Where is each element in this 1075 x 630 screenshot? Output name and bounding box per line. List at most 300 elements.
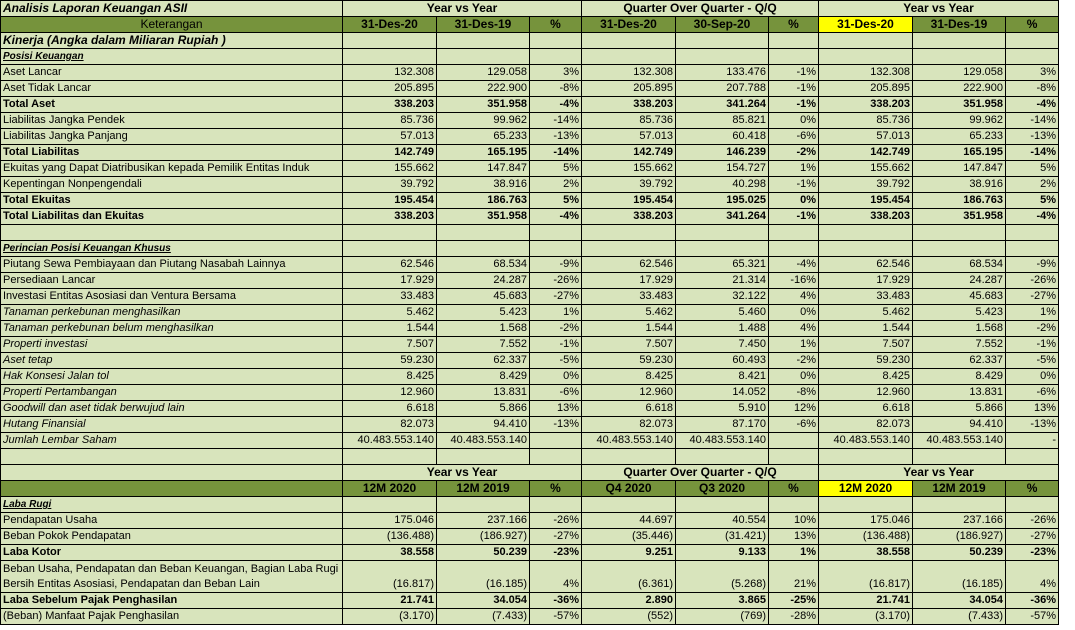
row-value: 186.763 [913,193,1006,209]
row-value: (5.268) [676,561,769,593]
row-value: 338.203 [819,97,913,113]
row-value: 165.195 [913,145,1006,161]
row-value: (31.421) [676,529,769,545]
row-label: Aset tetap [1,353,343,369]
row-value: 6.618 [582,401,676,417]
row-value: 62.337 [913,353,1006,369]
table-row [1,529,1059,545]
row-label: Liabilitas Jangka Pendek [1,113,343,129]
row-value: 9.133 [676,545,769,561]
row-value: 13% [530,401,582,417]
row-value: 155.662 [343,161,437,177]
col-header: 12M 2020 [343,481,437,497]
row-value: 40.483.553.140 [676,433,769,449]
row-value: 68.534 [913,257,1006,273]
row-value: -4% [1006,209,1059,225]
section-posisi-keuangan-row [1,49,1059,65]
row-value: 0% [769,305,819,321]
row-value: 195.454 [819,193,913,209]
row-value: 2% [530,177,582,193]
row-value: 45.683 [437,289,530,305]
row-value: 205.895 [819,81,913,97]
row-label: Piutang Sewa Pembiayaan dan Piutang Nasabah Lainnya [1,257,343,273]
row-value: 21.741 [819,593,913,609]
table-row [1,321,1059,337]
col-header-highlighted: 31-Des-20 [819,17,913,33]
row-value: 57.013 [819,129,913,145]
column-label-keterangan: Keterangan [1,17,343,33]
row-value: 94.410 [437,417,530,433]
row-value: -26% [530,513,582,529]
row-value: 207.788 [676,81,769,97]
row-value: 40.483.553.140 [819,433,913,449]
row-value: 40.483.553.140 [913,433,1006,449]
row-value: 24.287 [437,273,530,289]
row-label-line: Bersih Entitas Asosiasi, Pendapatan dan Beban Lain [3,577,260,590]
section-laba-rugi-row [1,497,1059,513]
row-value: 85.821 [676,113,769,129]
row-value: 338.203 [819,209,913,225]
table-row [1,401,1059,417]
row-value: -23% [1006,545,1059,561]
row-value: 38.558 [819,545,913,561]
row-value: 99.962 [437,113,530,129]
row-value: 5.866 [437,401,530,417]
row-value: 7.507 [582,337,676,353]
row-value: 62.546 [819,257,913,273]
row-label: Aset Tidak Lancar [1,81,343,97]
row-value: -13% [1006,417,1059,433]
row-value: 68.534 [437,257,530,273]
band-row-2 [1,465,1059,481]
row-value: 8.429 [437,369,530,385]
row-value: -1% [769,65,819,81]
row-label: Laba Kotor [1,545,343,561]
row-value: 24.287 [913,273,1006,289]
table-row [1,417,1059,433]
table-row [1,593,1059,609]
row-value: 17.929 [819,273,913,289]
row-value: 155.662 [582,161,676,177]
row-value: 13% [769,529,819,545]
row-label-line: Beban Usaha, Pendapatan dan Beban Keuangan, Bagian Laba Rugi [3,562,339,575]
row-value: 87.170 [676,417,769,433]
table-row [1,145,1059,161]
row-label: Laba Sebelum Pajak Penghasilan [1,593,343,609]
row-value: 351.958 [913,209,1006,225]
row-value: 132.308 [582,65,676,81]
row-value: (16.817) [343,561,437,593]
row-value: 129.058 [913,65,1006,81]
row-value: -27% [1006,289,1059,305]
col-header: % [769,481,819,497]
row-value: -27% [1006,529,1059,545]
row-value: -2% [530,321,582,337]
row-value: -1% [769,97,819,113]
row-value: 13% [1006,401,1059,417]
row-value: 1.488 [676,321,769,337]
row-value: -6% [769,417,819,433]
row-value: 0% [769,369,819,385]
col-header-highlighted: 12M 2020 [819,481,913,497]
row-value: 82.073 [819,417,913,433]
col-header-row-2 [1,481,1059,497]
row-value: 154.727 [676,161,769,177]
row-value: 7.507 [343,337,437,353]
row-value: 341.264 [676,209,769,225]
row-value: 4% [769,289,819,305]
row-value: -13% [530,129,582,145]
row-label [1,561,343,593]
row-value: 99.962 [913,113,1006,129]
table-row [1,353,1059,369]
row-value: 39.792 [343,177,437,193]
table-row [1,369,1059,385]
table-row [1,385,1059,401]
row-value: 222.900 [437,81,530,97]
row-value: 8.425 [582,369,676,385]
row-value: 133.476 [676,65,769,81]
table-row [1,209,1059,225]
row-value: -2% [769,353,819,369]
row-value: 12.960 [582,385,676,401]
row-value: 8.425 [819,369,913,385]
row-value: 33.483 [343,289,437,305]
row-value: 40.483.553.140 [437,433,530,449]
col-header: % [530,17,582,33]
row-value: 38.916 [913,177,1006,193]
row-value: 65.233 [913,129,1006,145]
row-value: 14.052 [676,385,769,401]
table-row [1,513,1059,529]
section-posisi-keuangan: Posisi Keuangan [1,49,343,65]
row-value: 1.544 [343,321,437,337]
row-value: 60.493 [676,353,769,369]
row-value: -1% [530,337,582,353]
row-value: 1.544 [819,321,913,337]
row-value: 1% [1006,305,1059,321]
table-row [1,305,1059,321]
row-value: 4% [769,321,819,337]
row-value: 129.058 [437,65,530,81]
row-value: -4% [530,209,582,225]
row-value: 82.073 [343,417,437,433]
row-value: 50.239 [913,545,1006,561]
row-label: Aset Lancar [1,65,343,81]
row-value: 59.230 [343,353,437,369]
row-value: -8% [530,81,582,97]
row-value: -4% [530,97,582,113]
band-quarter-over-quarter: Quarter Over Quarter - Q/Q [582,1,819,17]
row-label: Investasi Entitas Asosiasi dan Ventura Bersama [1,289,343,305]
row-value: (7.433) [437,609,530,625]
row-value: 1% [530,305,582,321]
row-value: 12.960 [343,385,437,401]
subtitle: Kinerja (Angka dalam Miliaran Rupiah ) [1,33,343,49]
row-label: Total Liabilitas [1,145,343,161]
section-perincian-row [1,241,1059,257]
row-value: 1.568 [437,321,530,337]
row-value: -2% [1006,321,1059,337]
col-header: % [1006,17,1059,33]
row-value: 205.895 [582,81,676,97]
table-row [1,65,1059,81]
row-value: 0% [769,193,819,209]
row-value: (16.185) [437,561,530,593]
row-value: 12% [769,401,819,417]
row-value: 65.233 [437,129,530,145]
table-row [1,193,1059,209]
table-row [1,113,1059,129]
row-value: 341.264 [676,97,769,113]
row-value: -36% [530,593,582,609]
row-value: 39.792 [819,177,913,193]
row-value: 351.958 [437,97,530,113]
col-header: 31-Des-19 [437,17,530,33]
row-label: Total Ekuitas [1,193,343,209]
report-title: Analisis Laporan Keuangan ASII [1,1,343,17]
row-value: -9% [530,257,582,273]
row-label: Kepentingan Nonpengendali [1,177,343,193]
row-value: 85.736 [343,113,437,129]
row-value: 195.454 [582,193,676,209]
row-value: -9% [1006,257,1059,273]
row-value: -28% [769,609,819,625]
row-value: 62.546 [582,257,676,273]
row-value: 38.916 [437,177,530,193]
section-perincian: Perincian Posisi Keuangan Khusus [1,241,343,257]
row-value: -8% [769,385,819,401]
row-value: -14% [1006,113,1059,129]
row-value: 0% [769,113,819,129]
row-value: -14% [1006,145,1059,161]
row-value: 165.195 [437,145,530,161]
row-value: (6.361) [582,561,676,593]
table-row [1,273,1059,289]
row-value: 5.866 [913,401,1006,417]
row-value: 40.483.553.140 [343,433,437,449]
col-header: % [1006,481,1059,497]
row-value: 237.166 [913,513,1006,529]
row-value: 5.460 [676,305,769,321]
row-value: 21% [769,561,819,593]
row-value: -5% [1006,353,1059,369]
row-value: (35.446) [582,529,676,545]
row-value: (16.817) [819,561,913,593]
row-value: -1% [769,209,819,225]
row-value: -1% [769,177,819,193]
row-value: 17.929 [582,273,676,289]
row-value: 50.239 [437,545,530,561]
row-value: 94.410 [913,417,1006,433]
row-value: 6.618 [343,401,437,417]
row-value: 7.507 [819,337,913,353]
row-value: -14% [530,113,582,129]
row-value: 5.910 [676,401,769,417]
row-value: -23% [530,545,582,561]
table-row [1,257,1059,273]
row-value: 5.462 [343,305,437,321]
row-value: 44.697 [582,513,676,529]
row-value: 40.554 [676,513,769,529]
row-value: -1% [1006,337,1059,353]
row-label: (Beban) Manfaat Pajak Penghasilan [1,609,343,625]
row-value: 205.895 [343,81,437,97]
row-value: 40.483.553.140 [582,433,676,449]
row-value: 34.054 [913,593,1006,609]
row-value: 132.308 [343,65,437,81]
row-value: -36% [1006,593,1059,609]
row-value: 33.483 [819,289,913,305]
table-row [1,561,1059,593]
row-label: Persediaan Lancar [1,273,343,289]
row-value: 85.736 [819,113,913,129]
band-header: Quarter Over Quarter - Q/Q [582,465,819,481]
row-value: 3% [1006,65,1059,81]
row-value: 32.122 [676,289,769,305]
row-value: (16.185) [913,561,1006,593]
row-value: 1.544 [582,321,676,337]
row-value: -26% [530,273,582,289]
row-value: 146.239 [676,145,769,161]
band-header: Year vs Year [343,465,582,481]
row-label: Ekuitas yang Dapat Diatribusikan kepada Pemilik Entitas Induk [1,161,343,177]
row-value: 12.960 [819,385,913,401]
row-value: -14% [530,145,582,161]
row-value: 3% [530,65,582,81]
row-value: (136.488) [819,529,913,545]
row-value: (136.488) [343,529,437,545]
row-value: (769) [676,609,769,625]
row-value: 1% [769,545,819,561]
row-value: 7.552 [913,337,1006,353]
row-value: 45.683 [913,289,1006,305]
row-value: 0% [530,369,582,385]
table-row [1,177,1059,193]
row-label: Jumlah Lembar Saham [1,433,343,449]
row-value: 2.890 [582,593,676,609]
row-value: 195.025 [676,193,769,209]
col-header: 31-Des-19 [913,17,1006,33]
row-value: 33.483 [582,289,676,305]
row-value: (7.433) [913,609,1006,625]
row-value: 142.749 [343,145,437,161]
row-value: -57% [530,609,582,625]
spacer-row [1,225,1059,241]
section-laba-rugi: Laba Rugi [1,497,343,513]
table-row [1,81,1059,97]
row-value: 195.454 [343,193,437,209]
row-value: 10% [769,513,819,529]
table-row [1,97,1059,113]
row-value: 40.298 [676,177,769,193]
row-value: -13% [1006,129,1059,145]
table-row [1,337,1059,353]
row-value: 175.046 [343,513,437,529]
row-value: (186.927) [437,529,530,545]
row-value: 85.736 [582,113,676,129]
row-value: 65.321 [676,257,769,273]
row-value: 147.847 [437,161,530,177]
row-value: 351.958 [437,209,530,225]
row-value: 8.425 [343,369,437,385]
row-value: 4% [1006,561,1059,593]
row-value: 5.462 [819,305,913,321]
row-label: Total Aset [1,97,343,113]
row-value: 237.166 [437,513,530,529]
row-value: 155.662 [819,161,913,177]
row-value: 8.421 [676,369,769,385]
row-value [530,433,582,449]
row-value: 17.929 [343,273,437,289]
row-value: 3.865 [676,593,769,609]
row-value: (3.170) [343,609,437,625]
row-label: Tanaman perkebunan menghasilkan [1,305,343,321]
row-value: 5% [530,161,582,177]
row-value: 142.749 [582,145,676,161]
col-header: Q3 2020 [676,481,769,497]
row-value: 60.418 [676,129,769,145]
col-header: % [769,17,819,33]
row-value: -2% [769,145,819,161]
row-value: -6% [530,385,582,401]
table-row [1,609,1059,625]
row-value: 0% [1006,369,1059,385]
row-value: -57% [1006,609,1059,625]
row-value: 9.251 [582,545,676,561]
row-label: Properti Pertambangan [1,385,343,401]
row-value: (186.927) [913,529,1006,545]
row-value: 57.013 [582,129,676,145]
row-value: -6% [1006,385,1059,401]
row-value: -26% [1006,273,1059,289]
row-value: 338.203 [582,209,676,225]
row-value: 147.847 [913,161,1006,177]
row-value: 175.046 [819,513,913,529]
col-header: 12M 2019 [913,481,1006,497]
table-row [1,129,1059,145]
row-value: 2% [1006,177,1059,193]
band-year-vs-year-2: Year vs Year [819,1,1059,17]
col-header: 12M 2019 [437,481,530,497]
row-value: -27% [530,529,582,545]
col-header: Q4 2020 [582,481,676,497]
row-value: -13% [530,417,582,433]
row-value: 5% [530,193,582,209]
row-value [769,433,819,449]
row-value: -25% [769,593,819,609]
row-value: 21.741 [343,593,437,609]
row-value: 7.450 [676,337,769,353]
row-value: 13.831 [437,385,530,401]
row-label: Liabilitas Jangka Panjang [1,129,343,145]
col-header: % [530,481,582,497]
row-value: -26% [1006,513,1059,529]
row-value: (3.170) [819,609,913,625]
col-header: 31-Des-20 [343,17,437,33]
row-value: 39.792 [582,177,676,193]
row-value: 222.900 [913,81,1006,97]
row-value: -1% [769,81,819,97]
row-value: -5% [530,353,582,369]
row-value: 57.013 [343,129,437,145]
col-header: 30-Sep-20 [676,17,769,33]
row-value: -16% [769,273,819,289]
row-value: 5% [1006,161,1059,177]
row-value: 1% [769,161,819,177]
row-value: 5% [1006,193,1059,209]
row-value: - [1006,433,1059,449]
